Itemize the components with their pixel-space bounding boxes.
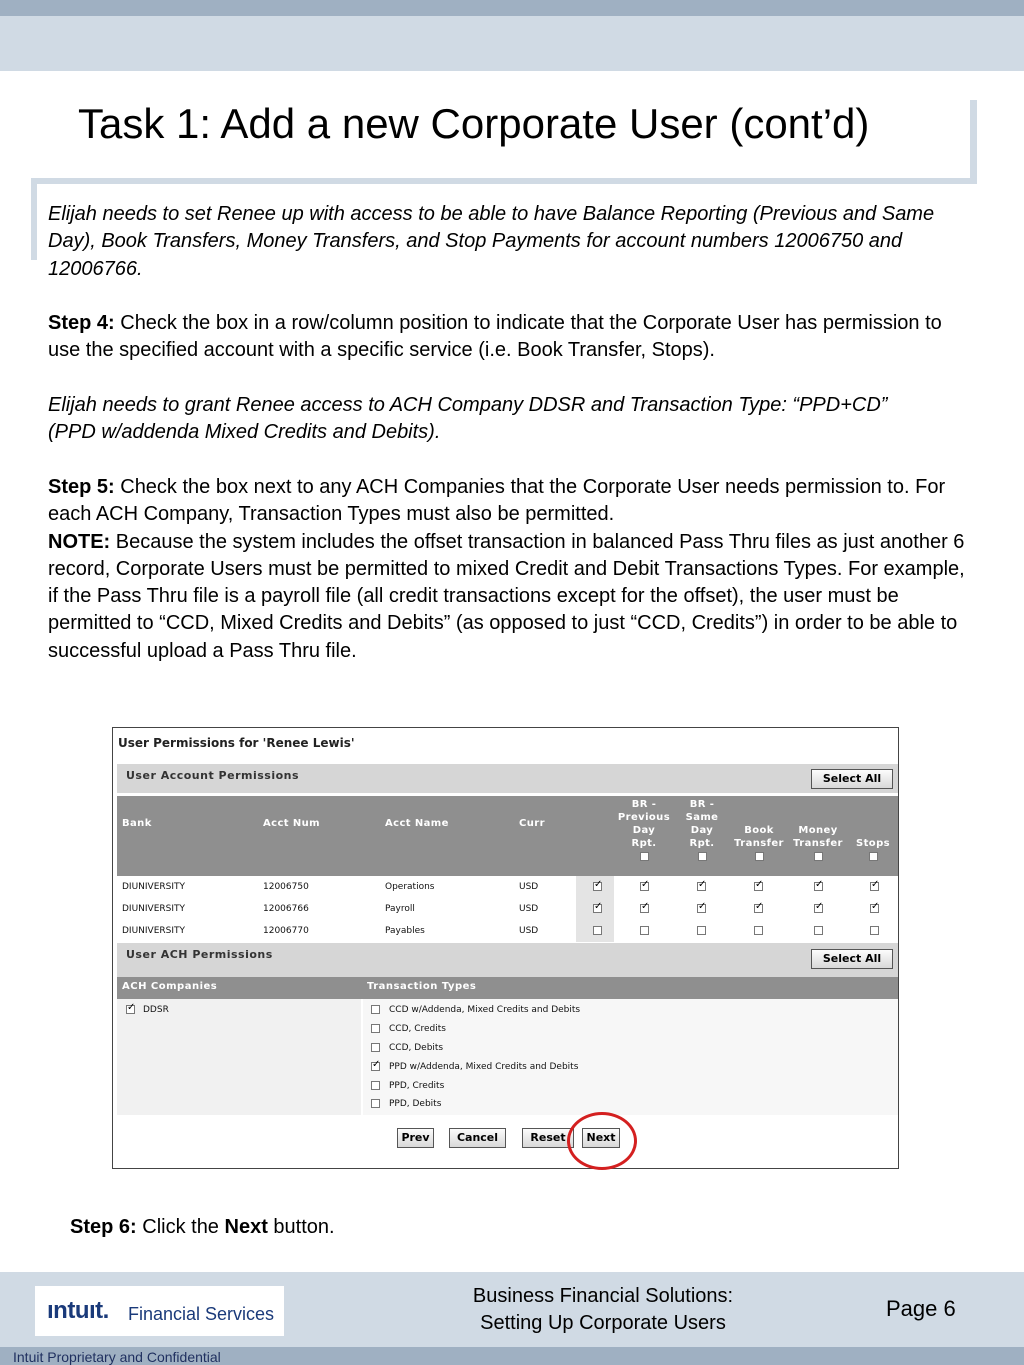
col-money-line1: Money bbox=[798, 825, 838, 836]
transaction-type-checkbox[interactable] bbox=[371, 1062, 380, 1071]
col-acct-name: Acct Name bbox=[385, 818, 449, 829]
account-permissions-heading: User Account Permissions bbox=[126, 769, 300, 782]
logo-brand: ıntuıt. bbox=[47, 1297, 109, 1324]
col-book-line2: Transfer bbox=[734, 838, 784, 849]
next-button[interactable]: Next bbox=[582, 1128, 620, 1148]
footer-title bbox=[420, 1283, 786, 1337]
ach-permissions-heading: User ACH Permissions bbox=[126, 948, 273, 961]
confidential-note: Intuit Proprietary and Confidential bbox=[13, 1349, 221, 1365]
col-stops-line1: Stops bbox=[856, 838, 890, 849]
money-transfer-checkbox[interactable] bbox=[814, 882, 823, 891]
page-number: Page 6 bbox=[886, 1296, 956, 1321]
step4-paragraph bbox=[48, 310, 968, 365]
stops-checkbox[interactable] bbox=[870, 882, 879, 891]
note-label: NOTE: bbox=[48, 530, 111, 553]
stops-checkbox[interactable] bbox=[870, 904, 879, 913]
step6-label: Step 6: bbox=[70, 1216, 137, 1238]
row-bank: DIUNIVERSITY bbox=[122, 926, 186, 936]
intuit-logo bbox=[35, 1286, 284, 1336]
ach-company-checkbox[interactable] bbox=[126, 1005, 135, 1014]
intro-paragraph: Elijah needs to set Renee up with access to be able to have Balance Reporting (Previous and Same Day), Book Transfers, Money Transfers, and Stop Payments for account numbers 12006750 and 12006766. bbox=[48, 203, 935, 280]
row-acct-num: 12006766 bbox=[263, 904, 309, 914]
money-transfer-checkbox[interactable] bbox=[814, 904, 823, 913]
book-transfer-checkbox[interactable] bbox=[754, 904, 763, 913]
row-acct-num: 12006770 bbox=[263, 926, 309, 936]
row-curr: USD bbox=[519, 904, 539, 914]
footer-line2: Setting Up Corporate Users bbox=[480, 1312, 726, 1334]
step5-label: Step 5: bbox=[48, 476, 115, 498]
transaction-type-label: PPD w/Addenda, Mixed Credits and Debits bbox=[389, 1062, 579, 1072]
permissions-screenshot bbox=[112, 727, 899, 1169]
title-rule-horizontal bbox=[34, 178, 977, 184]
row-curr: USD bbox=[519, 926, 539, 936]
row-acct-name: Payables bbox=[385, 926, 425, 936]
step4-label: Step 4: bbox=[48, 312, 115, 334]
col-br-previous-line3: Day bbox=[632, 825, 656, 836]
col-stops bbox=[853, 837, 893, 865]
step6-paragraph bbox=[70, 1214, 335, 1241]
note-text: Because the system includes the offset transaction in balanced Pass Thru files as just another 6 record, Corporate Users must be permitted to mixed Credit and Debit Transactions Types. For example, if the Pass Thru file is a payroll file (all credit transactions except for the offset), the user must be permitted to “CCD, Mixed Credits and Debits” (as opposed to just “CCD, Credits”) in order to be able to successful upload a Pass Thru file. bbox=[48, 530, 965, 662]
row-select-checkbox[interactable] bbox=[593, 926, 602, 935]
br-previous-checkbox[interactable] bbox=[640, 882, 649, 891]
col-br-same-line2: Same bbox=[685, 812, 719, 823]
table-row bbox=[117, 920, 898, 942]
col-br-same-line1: BR - bbox=[689, 799, 715, 810]
transaction-types-cell bbox=[363, 999, 898, 1115]
select-all-accounts-button[interactable]: Select All bbox=[811, 769, 893, 789]
table-row bbox=[117, 898, 898, 920]
reset-button[interactable]: Reset bbox=[522, 1128, 574, 1148]
col-acct-num: Acct Num bbox=[263, 818, 320, 829]
row-acct-name: Operations bbox=[385, 882, 435, 892]
page-title: Task 1: Add a new Corporate User (cont’d) bbox=[78, 100, 870, 147]
col-transaction-types: Transaction Types bbox=[367, 981, 477, 992]
transaction-type-label: CCD, Debits bbox=[389, 1043, 444, 1053]
col-br-previous-line2: Previous bbox=[617, 812, 671, 823]
row-bank: DIUNIVERSITY bbox=[122, 904, 186, 914]
br-same-checkbox[interactable] bbox=[697, 882, 706, 891]
step6-pre: Click the bbox=[136, 1216, 225, 1238]
transaction-type-label: PPD, Credits bbox=[389, 1081, 445, 1091]
row-bank: DIUNIVERSITY bbox=[122, 882, 186, 892]
select-all-book-transfer-checkbox[interactable] bbox=[755, 852, 764, 861]
select-all-br-previous-checkbox[interactable] bbox=[640, 852, 649, 861]
select-all-stops-checkbox[interactable] bbox=[869, 852, 878, 861]
next-button-highlight-circle bbox=[567, 1112, 637, 1170]
prev-button[interactable]: Prev bbox=[397, 1128, 434, 1148]
row-acct-num: 12006750 bbox=[263, 882, 309, 892]
col-ach-companies: ACH Companies bbox=[122, 981, 218, 992]
step6-post: button. bbox=[267, 1216, 335, 1238]
select-all-money-transfer-checkbox[interactable] bbox=[814, 852, 823, 861]
title-rule-vertical bbox=[970, 100, 977, 182]
col-br-same bbox=[680, 798, 724, 865]
book-transfer-checkbox[interactable] bbox=[754, 926, 763, 935]
stops-checkbox[interactable] bbox=[870, 926, 879, 935]
col-curr: Curr bbox=[519, 818, 545, 829]
select-all-br-same-checkbox[interactable] bbox=[698, 852, 707, 861]
col-br-same-line3: Day bbox=[690, 825, 714, 836]
transaction-type-checkbox[interactable] bbox=[371, 1099, 380, 1108]
step5-paragraph bbox=[48, 474, 978, 665]
transaction-type-checkbox[interactable] bbox=[371, 1081, 380, 1090]
transaction-type-label: PPD, Debits bbox=[389, 1099, 442, 1109]
br-previous-checkbox[interactable] bbox=[640, 926, 649, 935]
ach-table-header bbox=[117, 977, 898, 999]
ach-intro-paragraph: Elijah needs to grant Renee access to ACH Company DDSR and Transaction Type: “PPD+CD” (PPD w/addenda Mixed Credits and Debits). bbox=[48, 394, 888, 444]
ach-permissions-bar bbox=[117, 943, 898, 977]
transaction-type-checkbox[interactable] bbox=[371, 1024, 380, 1033]
header-band bbox=[0, 16, 1024, 71]
footer-line1: Business Financial Solutions: bbox=[472, 1285, 734, 1307]
col-book-line1: Book bbox=[744, 825, 774, 836]
transaction-type-checkbox[interactable] bbox=[371, 1043, 380, 1052]
cancel-button[interactable]: Cancel bbox=[449, 1128, 506, 1148]
book-transfer-checkbox[interactable] bbox=[754, 882, 763, 891]
col-money-transfer bbox=[789, 824, 847, 865]
col-br-same-line4: Rpt. bbox=[689, 838, 715, 849]
account-permissions-bar bbox=[117, 764, 898, 793]
br-same-checkbox[interactable] bbox=[697, 926, 706, 935]
account-table-header bbox=[117, 796, 898, 876]
col-br-previous-line4: Rpt. bbox=[631, 838, 657, 849]
col-book-transfer bbox=[731, 824, 787, 865]
table-row bbox=[117, 876, 898, 898]
col-br-previous-line1: BR - bbox=[631, 799, 657, 810]
row-select-checkbox[interactable] bbox=[593, 882, 602, 891]
transaction-type-checkbox[interactable] bbox=[371, 1005, 380, 1014]
step5-text: Check the box next to any ACH Companies that the Corporate User needs permission to. For each ACH Company, Transaction Types must also be permitted. bbox=[48, 476, 946, 526]
step4-text: Check the box in a row/column position to indicate that the Corporate User has permission to use the specified account with a specific service (i.e. Book Transfer, Stops). bbox=[48, 312, 942, 362]
body-rule-vertical bbox=[31, 178, 37, 260]
br-previous-checkbox[interactable] bbox=[640, 904, 649, 913]
select-all-ach-button[interactable]: Select All bbox=[811, 949, 893, 969]
ach-company-name: DDSR bbox=[143, 1005, 169, 1015]
money-transfer-checkbox[interactable] bbox=[814, 926, 823, 935]
row-curr: USD bbox=[519, 882, 539, 892]
step6-bold: Next bbox=[224, 1216, 268, 1238]
row-select-checkbox[interactable] bbox=[593, 904, 602, 913]
transaction-type-label: CCD w/Addenda, Mixed Credits and Debits bbox=[389, 1005, 581, 1015]
permissions-title: User Permissions for 'Renee Lewis' bbox=[118, 736, 355, 750]
br-same-checkbox[interactable] bbox=[697, 904, 706, 913]
col-bank: Bank bbox=[122, 818, 152, 829]
ach-companies-cell bbox=[117, 999, 361, 1115]
col-money-line2: Transfer bbox=[793, 838, 843, 849]
row-acct-name: Payroll bbox=[385, 904, 415, 914]
top-band bbox=[0, 0, 1024, 16]
logo-financial-services: Financial Services bbox=[128, 1304, 275, 1324]
col-br-previous bbox=[613, 798, 675, 865]
transaction-type-label: CCD, Credits bbox=[389, 1024, 446, 1034]
